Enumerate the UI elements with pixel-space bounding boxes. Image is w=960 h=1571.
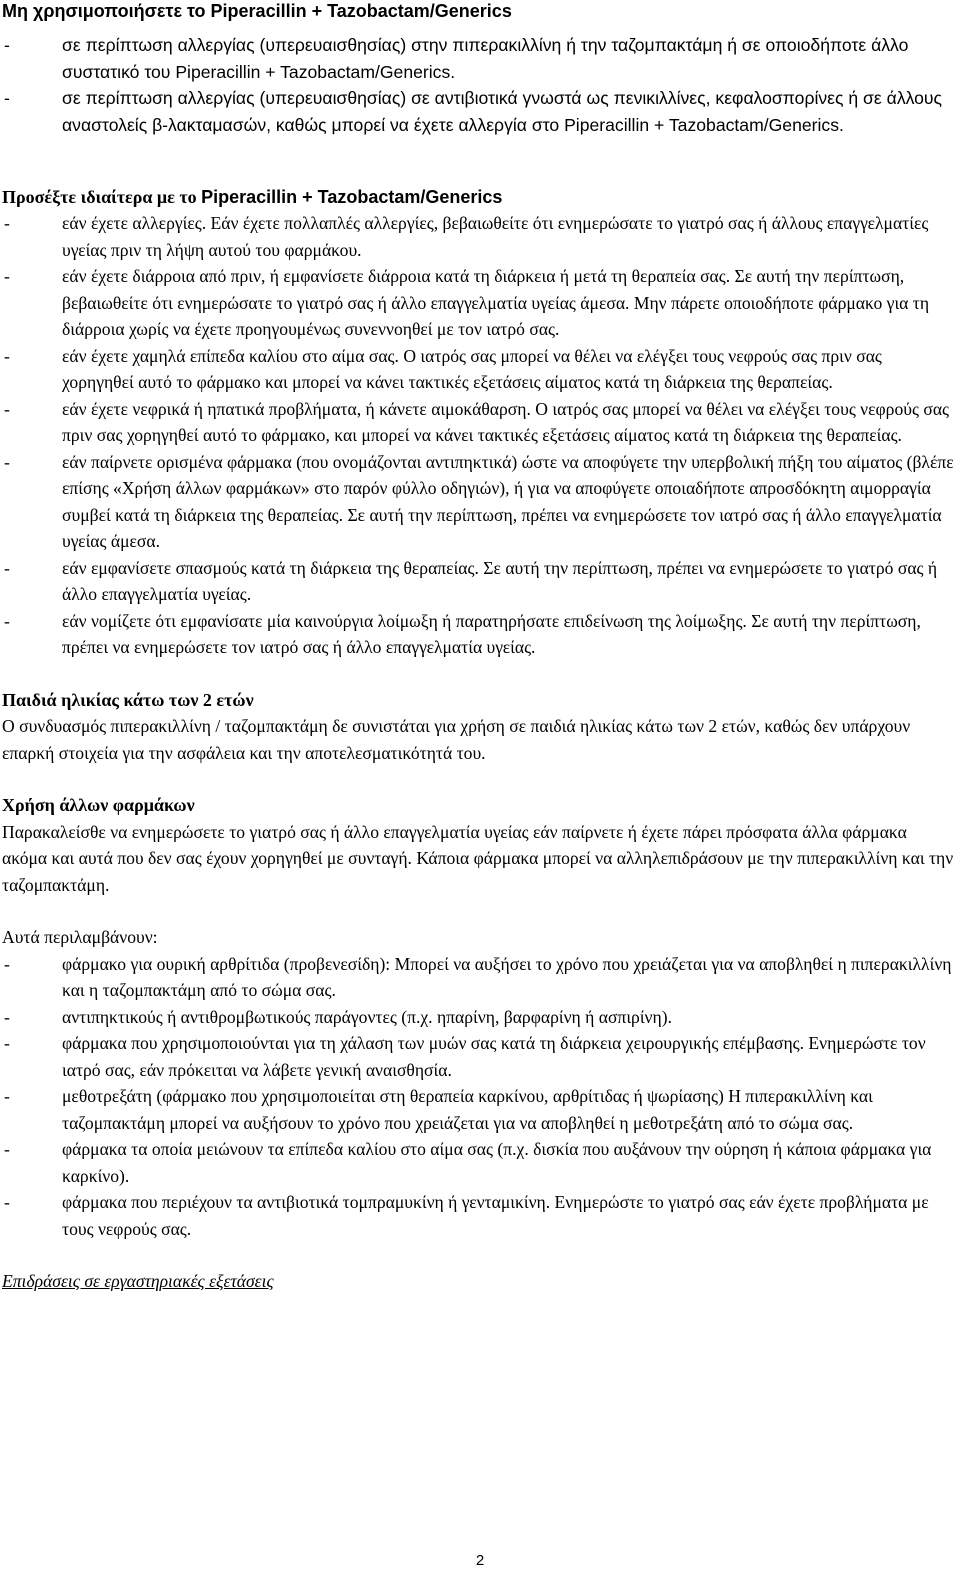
other-medicines-paragraph: Παρακαλείσθε να ενημερώσετε το γιατρό σας ή άλλο επαγγελματία υγείας εάν παίρνετε ή έχετε πάρει πρόσφατα άλλα φάρμακα ακόμα και αυτά που δεν σας έχουν χορηγηθεί με συνταγή. Κάποια φάρμακα μπορεί να αλληλεπιδράσουν με την πιπερακιλλίνη και την ταζομπακτάμη. [2, 821, 954, 895]
list-item: - εάν έχετε διάρροια από πριν, ή εμφανίσετε διάρροια κατά τη διάρκεια ή μετά τη θεραπεία σας. Σε αυτή την περίπτωση, βεβαιωθείτε ότι ενημερώσατε το γιατρό σας ή άλλο επαγγελματία υγείας άμεσα. Μην πάρετε οποιοδήποτε φάρμακο για τη διάρροια χωρίς να έχετε προηγουμένως συνεννοηθεί με τον ιατρό σας. [2, 263, 954, 343]
precautions-list [2, 210, 954, 661]
list-item: - αντιπηκτικούς ή αντιθρομβωτικούς παράγοντες (π.χ. ηπαρίνη, βαρφαρίνη ή ασπιρίνη). [2, 1004, 954, 1031]
interactions-intro: Αυτά περιλαμβάνουν: [2, 927, 158, 947]
section-title-precautions [2, 184, 954, 210]
list-item: - εάν έχετε χαμηλά επίπεδα καλίου στο αίμα σας. Ο ιατρός σας μπορεί να θέλει να ελέγξει τους νεφρούς σας πριν σας χορηγηθεί αυτό το φάρμακο και μπορεί να κάνει τακτικές εξετάσεις αίματος κατά τη διάρκεια της θεραπείας. [2, 343, 954, 396]
list-item: - μεθοτρεξάτη (φάρμακο που χρησιμοποιείται στη θεραπεία καρκίνου, αρθρίτιδας ή ψωρίασης) Η πιπερακιλλίνη και ταζομπακτάμη μπορεί να αυξήσουν το χρόνο που χρειάζεται για να αποβληθεί η μεθοτρεξάτη από το σώμα σας. [2, 1083, 954, 1136]
contraindications-list [2, 32, 954, 138]
list-item: - εάν νομίζετε ότι εμφανίσατε μία καινούργια λοίμωξη ή παρατηρήσατε επιδείνωση της λοίμωξης. Σε αυτή την περίπτωση, πρέπει να ενημερώσετε τον ιατρό σας ή άλλο επαγγελματία υγείας. [2, 608, 954, 661]
list-item: - φάρμακο για ουρική αρθρίτιδα (προβενεσίδη): Μπορεί να αυξήσει το χρόνο που χρειάζεται για να αποβληθεί η πιπερακιλλίνη και η ταζομπακτάμη από το σώμα σας. [2, 951, 954, 1004]
document-page [2, 0, 954, 1295]
list-item: - φάρμακα τα οποία μειώνουν τα επίπεδα καλίου στο αίμα σας (π.χ. δισκία που αυξάνουν την ούρηση ή κάποια φάρμακα για καρκίνο). [2, 1136, 954, 1189]
section-title-children: Παιδιά ηλικίας κάτω των 2 ετών [2, 689, 254, 710]
page-number: 2 [475, 1552, 485, 1569]
list-item: - εάν παίρνετε ορισμένα φάρμακα (που ονομάζονται αντιπηκτικά) ώστε να αποφύγετε την υπερβολική πήξη του αίματος (βλέπε επίσης «Χρήση άλλων φαρμάκων» στο παρόν φύλλο οδηγιών), ή για να αποφύγετε οποιαδήποτε απροσδόκητη αιμορραγία συμβεί κατά τη διάρκεια της θεραπείας. Σε αυτή την περίπτωση, πρέπει να ενημερώσετε τον ιατρό σας ή άλλο επαγγελματία υγείας άμεσα. [2, 449, 954, 555]
list-item: - εάν έχετε αλλεργίες. Εάν έχετε πολλαπλές αλλεργίες, βεβαιωθείτε ότι ενημερώσατε το γιατρό σας ή άλλους επαγγελματίες υγείας πριν τη λήψη αυτού του φαρμάκου. [2, 210, 954, 263]
section-title-contraindications: Μη χρησιμοποιήσετε το Piperacillin + Tazobactam/Generics [2, 1, 512, 21]
section-title-other-medicines: Χρήση άλλων φαρμάκων [2, 795, 195, 815]
interactions-list [2, 951, 954, 1243]
children-paragraph: Ο συνδυασμός πιπερακιλλίνη / ταζομπακτάμη δε συνιστάται για χρήση σε παιδιά ηλικίας κάτω των 2 ετών, καθώς δεν υπάρχουν επαρκή στοιχεία για την ασφάλεια και την αποτελεσματικότητά του. [2, 716, 911, 763]
list-item: - εάν εμφανίσετε σπασμούς κατά τη διάρκεια της θεραπείας. Σε αυτή την περίπτωση, πρέπει να ενημερώσετε το γιατρό σας ή άλλο επαγγελματία υγείας. [2, 555, 954, 608]
precautions-title-part2: Piperacillin + Tazobactam/Generics [201, 187, 503, 207]
section-title-lab-tests: Επιδράσεις σε εργαστηριακές εξετάσεις [2, 1271, 274, 1291]
list-item: - φάρμακα που χρησιμοποιούνται για τη χάλαση των μυών σας κατά τη διάρκεια χειρουργικής επέμβασης. Ενημερώστε τον ιατρό σας, εάν πρόκειται να λάβετε γενική αναισθησία. [2, 1030, 954, 1083]
list-item: - σε περίπτωση αλλεργίας (υπερευαισθησίας) σε αντιβιοτικά γνωστά ως πενικιλλίνες, κεφαλοσπορίνες ή σε άλλους αναστολείς β-λακταμασών, καθώς μπορεί να έχετε αλλεργία στο Piperacillin + Tazobactam/Generics. [2, 85, 954, 138]
list-item: - σε περίπτωση αλλεργίας (υπερευαισθησίας) στην πιπερακιλλίνη ή την ταζομπακτάμη ή σε οποιοδήποτε άλλο συστατικό του Piperacillin + Tazobactam/Generics. [2, 32, 954, 85]
precautions-title-part1: Προσέξτε ιδιαίτερα με το [2, 187, 202, 207]
list-item: - εάν έχετε νεφρικά ή ηπατικά προβλήματα, ή κάνετε αιμοκάθαρση. Ο ιατρός σας μπορεί να θέλει να ελέγξει τους νεφρούς σας πριν σας χορηγηθεί αυτό το φάρμακο, και μπορεί να κάνει τακτικές εξετάσεις αίματος κατά τη διάρκεια της θεραπείας. [2, 396, 954, 449]
list-item: - φάρμακα που περιέχουν τα αντιβιοτικά τομπραμυκίνη ή γενταμικίνη. Ενημερώστε το γιατρό σας εάν έχετε προβλήματα με τους νεφρούς σας. [2, 1189, 954, 1242]
